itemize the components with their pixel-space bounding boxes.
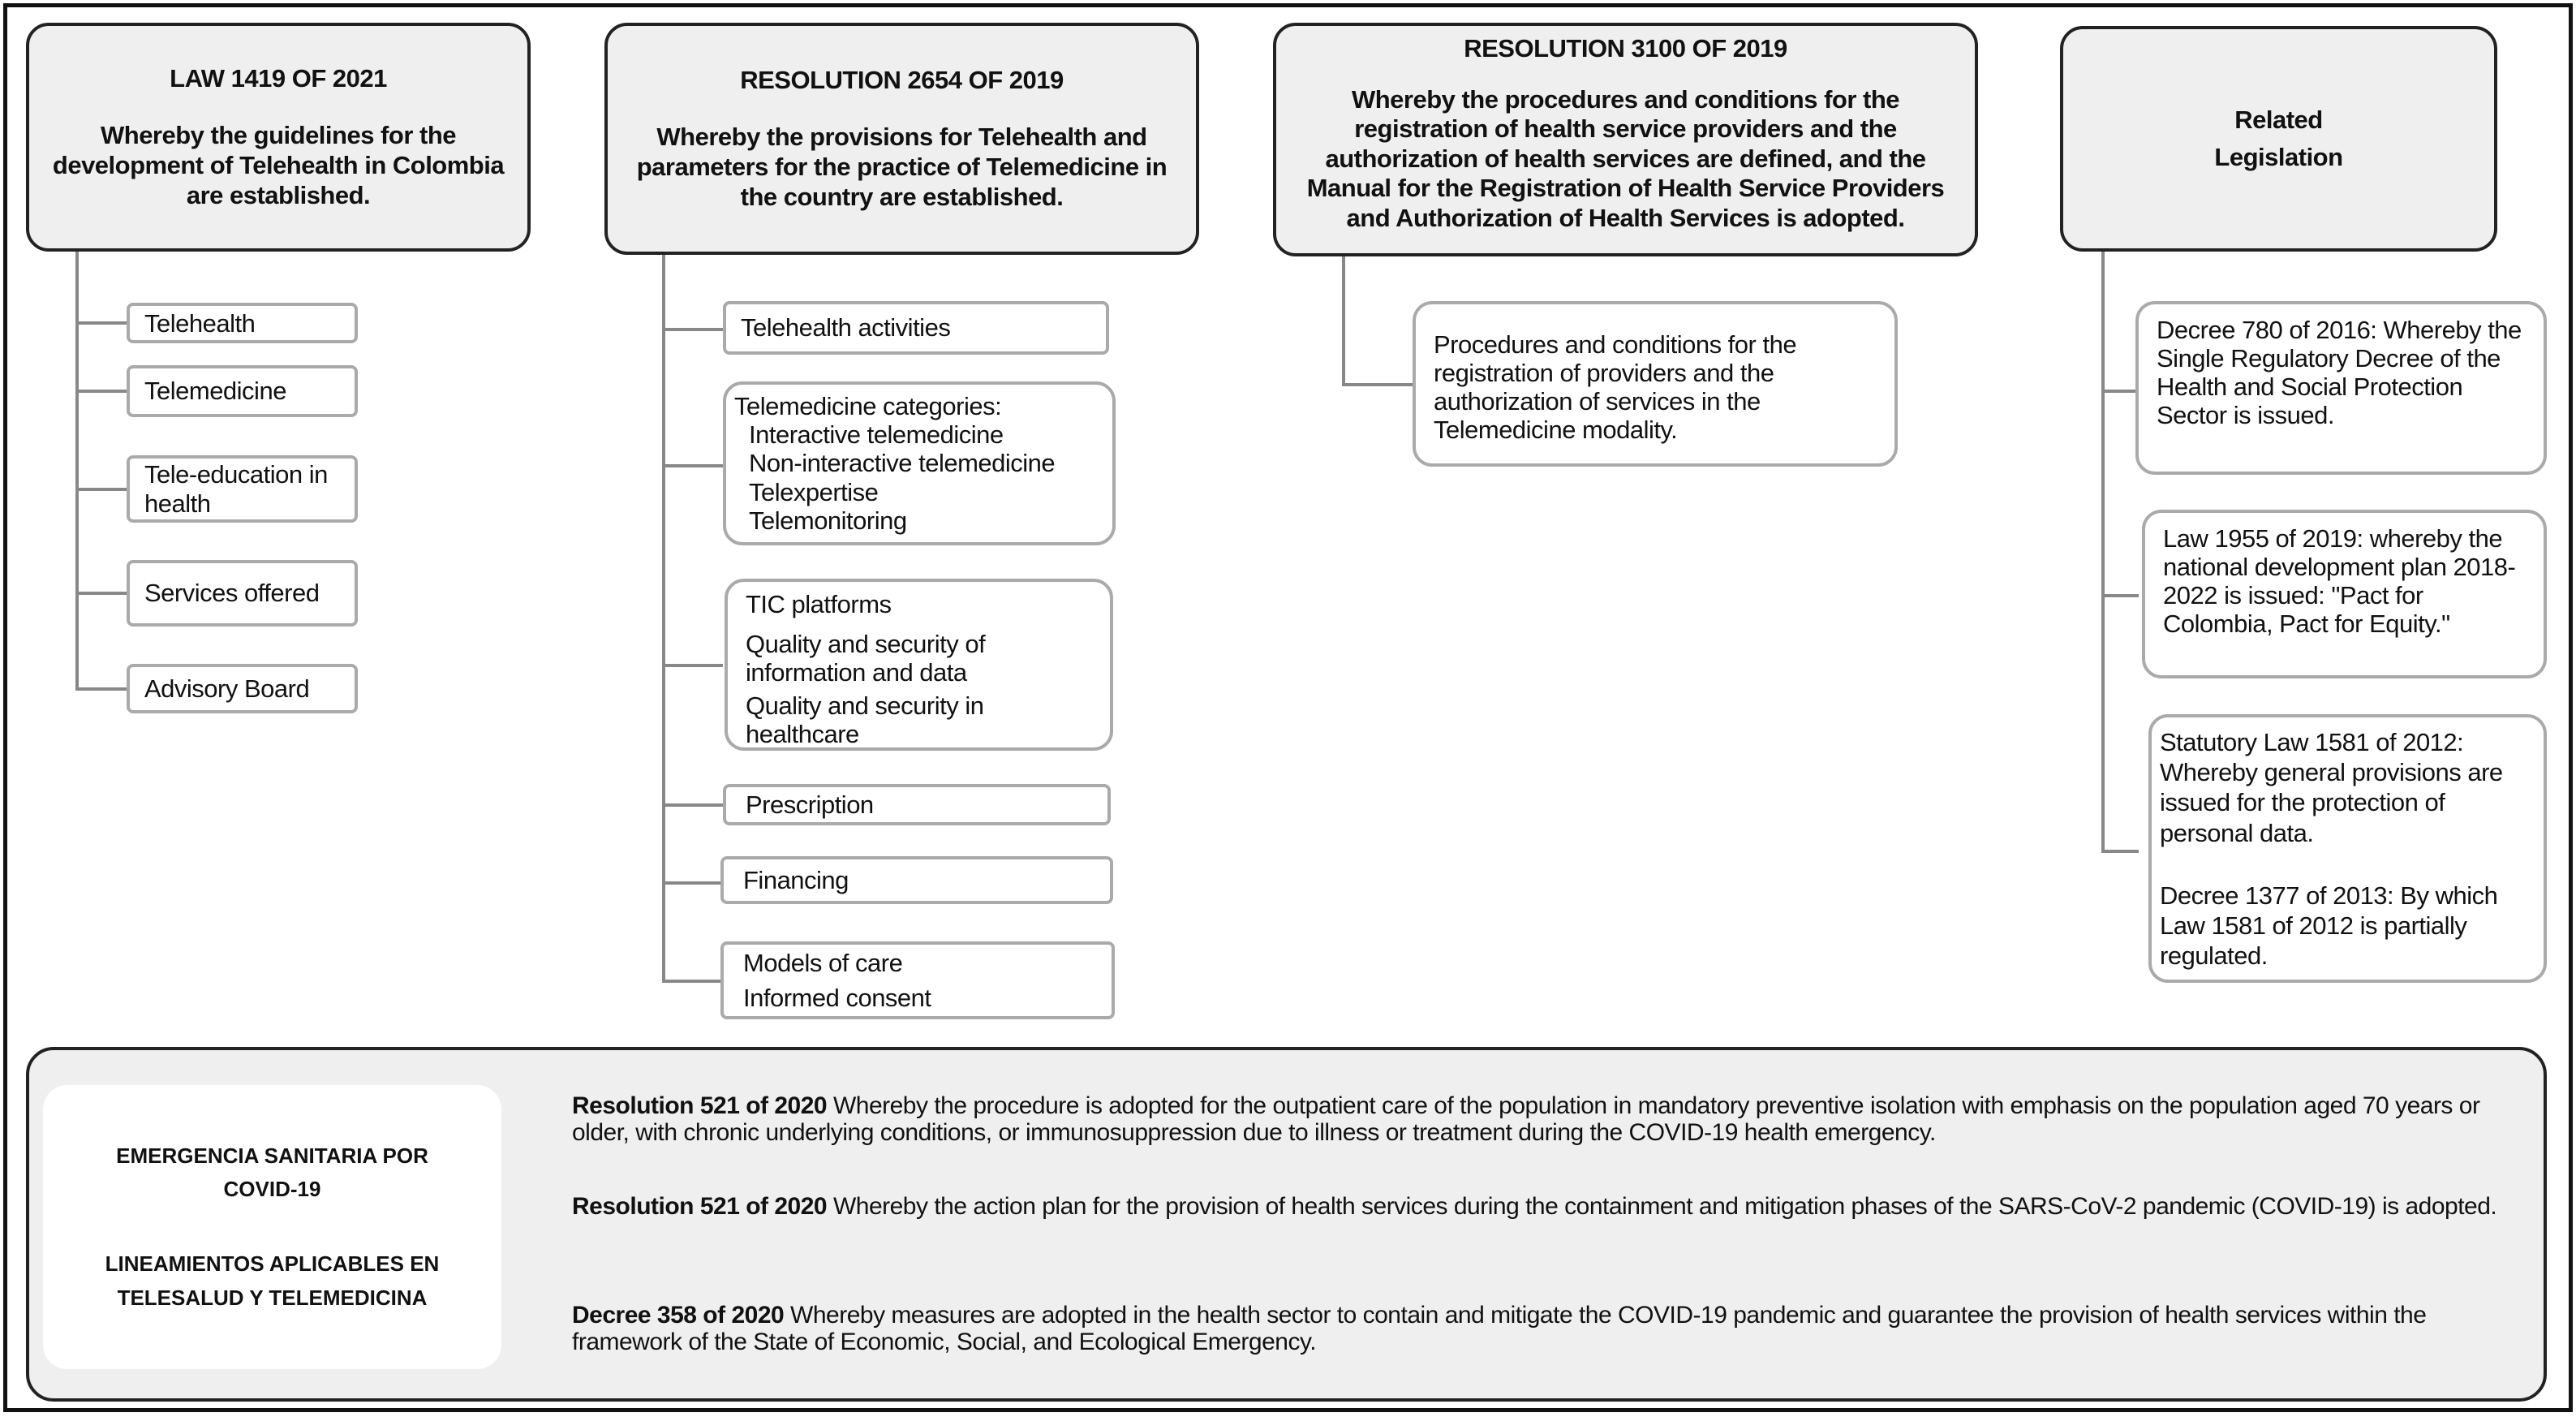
covid-note bbox=[572, 1092, 2519, 1146]
list-item: Law 1955 of 2019: whereby the national development plan 2018-2022 is issued: "Pact for Colombia, Pact for Equity." bbox=[2142, 510, 2547, 678]
related-legislation-header bbox=[2060, 26, 2497, 252]
connector bbox=[75, 687, 127, 691]
list-item: Procedures and conditions for the registration of providers and the authorization of services in the Telemedicine modality. bbox=[1413, 301, 1898, 467]
list-item: Non-interactive telemedicine bbox=[749, 449, 1056, 478]
connector bbox=[662, 255, 665, 983]
header-title: RESOLUTION 3100 OF 2019 bbox=[1464, 34, 1787, 62]
connector bbox=[2101, 594, 2139, 597]
resolution-2654-header bbox=[604, 23, 1199, 255]
note-ref: Resolution 521 of 2020 bbox=[572, 1193, 828, 1220]
connector bbox=[2101, 850, 2139, 853]
connector bbox=[662, 328, 723, 331]
connector bbox=[75, 488, 127, 491]
connector bbox=[2101, 252, 2105, 853]
list-item: Advisory Board bbox=[127, 664, 358, 713]
list-item: Services offered bbox=[127, 560, 358, 627]
data-protection-box bbox=[2148, 714, 2547, 983]
list-item: Quality and security in healthcare bbox=[746, 691, 984, 749]
note-ref: Decree 358 of 2020 bbox=[572, 1302, 785, 1329]
connector bbox=[662, 664, 723, 667]
list-item: Tele-education in health bbox=[127, 455, 358, 523]
list-item: Telemedicine bbox=[127, 365, 358, 417]
header-subtitle: Whereby the procedures and conditions for the registration of health service providers and the authorization of health services are defined, and the Manual for the Registration of Health Service Providers and Authorization of Health Services is adopted. bbox=[1306, 84, 1945, 232]
covid-note bbox=[572, 1193, 2519, 1220]
list-item: Telehealth bbox=[127, 303, 358, 343]
connector bbox=[75, 592, 127, 595]
header-title: RESOLUTION 2654 OF 2019 bbox=[740, 65, 1064, 94]
connector bbox=[662, 881, 723, 885]
header-title: Related bbox=[2234, 105, 2323, 134]
note-text: Whereby measures are adopted in the health sector to contain and mitigate the COVID-19 pandemic and guarantee the provision of health services within the framework of the State of Economic, Social, and Ecological Emergency. bbox=[572, 1302, 2427, 1355]
covid-badge bbox=[43, 1085, 501, 1369]
list-item: Decree 1377 of 2013: By which Law 1581 of 2012 is partially regulated. bbox=[2160, 881, 2498, 971]
note-ref: Resolution 521 of 2020 bbox=[572, 1092, 828, 1119]
models-box bbox=[720, 941, 1115, 1019]
list-item: TIC platforms bbox=[746, 590, 892, 618]
header-subtitle: Legislation bbox=[2214, 143, 2343, 171]
header-title: LAW 1419 OF 2021 bbox=[170, 63, 387, 93]
badge-subtitle: LINEAMIENTOS APLICABLES EN TELESALUD Y TELEMEDICINA bbox=[105, 1251, 440, 1310]
connector bbox=[75, 252, 79, 691]
connector bbox=[662, 803, 723, 807]
list-item: Telemonitoring bbox=[749, 506, 907, 535]
connector bbox=[662, 464, 723, 467]
header-subtitle: Whereby the provisions for Telehealth and parameters for the practice of Telemedicine in the country are established. bbox=[636, 123, 1168, 211]
header-subtitle: Whereby the guidelines for the development of Telehealth in Colombia are established. bbox=[52, 121, 505, 209]
list-item: Statutory Law 1581 of 2012: Whereby general provisions are issued for the protection of personal data. bbox=[2160, 728, 2503, 847]
connector bbox=[662, 980, 723, 983]
tic-platforms-box bbox=[725, 579, 1113, 751]
list-item: Decree 780 of 2016: Whereby the Single Regulatory Decree of the Health and Social Protection Sector is issued. bbox=[2135, 301, 2547, 475]
note-text: Whereby the procedure is adopted for the outpatient care of the population in mandatory preventive isolation with emphasis on the population aged 70 years or older, with chronic underlying conditions, or immunosuppression due to illness or treatment during the COVID-19 health emergency. bbox=[572, 1092, 2480, 1146]
connector bbox=[1342, 383, 1413, 386]
list-item: Telemedicine categories: bbox=[734, 392, 1002, 421]
list-item: Models of care bbox=[743, 948, 903, 977]
connector bbox=[75, 321, 127, 325]
covid-note bbox=[572, 1302, 2519, 1355]
note-text: Whereby the action plan for the provision of health services during the containment and mitigation phases of the SARS-CoV-2 pandemic (COVID-19) is adopted. bbox=[827, 1193, 2497, 1220]
telemedicine-categories-box bbox=[723, 381, 1116, 545]
connector bbox=[2101, 390, 2135, 393]
connector bbox=[1342, 256, 1345, 386]
list-item: Informed consent bbox=[743, 984, 931, 1012]
list-item: Telehealth activities bbox=[723, 301, 1109, 355]
list-item: Interactive telemedicine bbox=[749, 420, 1004, 450]
law-1419-header bbox=[26, 23, 531, 252]
list-item: Prescription bbox=[723, 784, 1111, 825]
connector bbox=[75, 390, 127, 393]
list-item: Telexpertise bbox=[749, 477, 879, 506]
resolution-3100-header bbox=[1273, 23, 1978, 256]
badge-title: EMERGENCIA SANITARIA POR COVID-19 bbox=[116, 1143, 428, 1202]
list-item: Financing bbox=[720, 856, 1113, 904]
list-item: Quality and security of information and data bbox=[746, 630, 986, 687]
